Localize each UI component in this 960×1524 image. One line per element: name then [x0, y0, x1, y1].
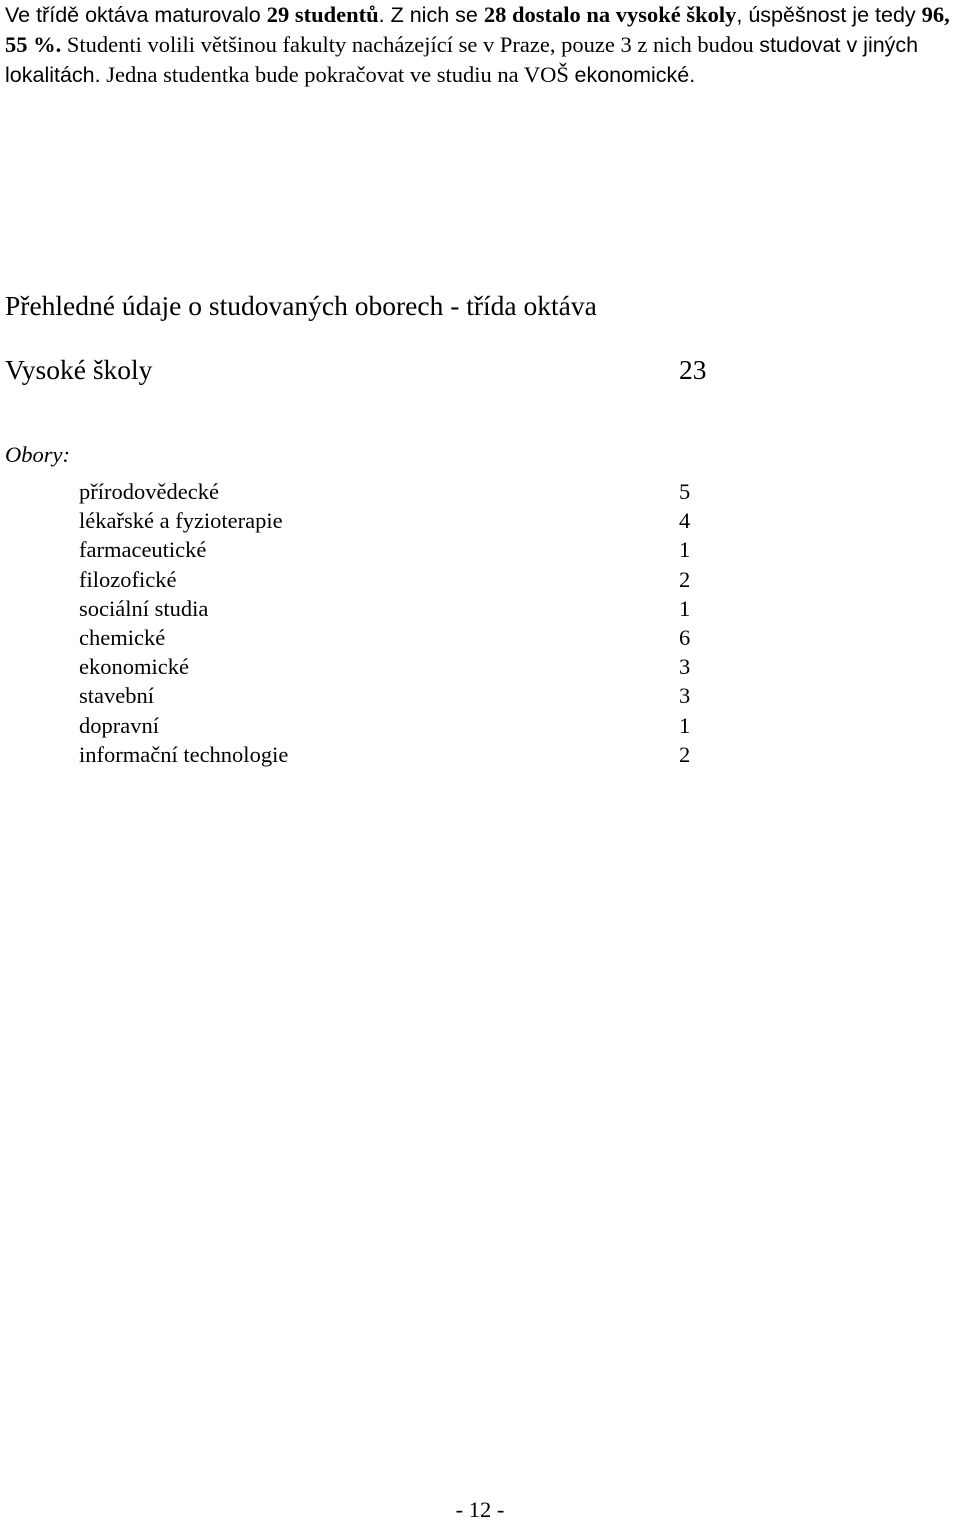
universities-count: 23 — [679, 354, 707, 385]
intro-text-3: . Z nich se — [378, 3, 484, 27]
field-name: přírodovědecké — [79, 479, 219, 504]
page-number: - 12 - — [455, 1497, 505, 1522]
universities-label: Vysoké školy — [5, 354, 153, 385]
field-row — [79, 477, 719, 506]
intro-text-9: Jedna studentka bude pokračovat ve studiu na VOŠ — [100, 62, 575, 87]
field-row — [79, 681, 719, 710]
fields-label: Obory: — [5, 442, 70, 467]
field-name: ekonomické — [79, 654, 189, 680]
field-count: 2 — [679, 741, 691, 767]
field-name: dopravní — [79, 712, 159, 738]
field-name: lékařské a fyzioterapie — [79, 508, 283, 534]
field-name: sociální studia — [79, 595, 209, 621]
intro-admitted-count: 28 dostalo na vysoké školy — [483, 2, 737, 27]
intro-text-7: Studenti volili většinou fakulty nacházející se v Praze, pouze 3 z nich budou — [61, 32, 760, 57]
fields-list — [79, 477, 719, 769]
field-row — [79, 565, 719, 594]
field-row — [79, 623, 719, 652]
intro-students-count: 29 studentů — [266, 2, 379, 27]
field-count: 3 — [679, 654, 691, 680]
field-row — [79, 711, 719, 740]
field-row — [79, 506, 719, 535]
field-row — [79, 535, 719, 564]
field-count: 1 — [679, 712, 691, 738]
intro-text-5: , úspěšnost je tedy — [736, 3, 922, 27]
field-count: 2 — [679, 566, 691, 592]
field-name: chemické — [79, 624, 166, 650]
field-count: 1 — [679, 537, 691, 563]
intro-paragraph — [5, 0, 957, 90]
field-count: 1 — [679, 595, 691, 621]
universities-row — [5, 350, 725, 390]
field-count: 5 — [679, 479, 691, 504]
field-count: 4 — [679, 508, 691, 534]
field-name: filozofické — [79, 566, 177, 592]
field-count: 6 — [679, 624, 691, 650]
overview-heading: Přehledné údaje o studovaných oborech - třída oktáva — [5, 290, 597, 321]
intro-text-10: ekonomické. — [574, 63, 696, 87]
field-name: stavební — [79, 683, 154, 709]
intro-text-8: studovat v jiných lokalitách. — [5, 33, 919, 87]
field-row — [79, 652, 719, 681]
intro-success-rate: 96, 55 %. — [5, 2, 950, 57]
field-name: informační technologie — [79, 741, 289, 767]
field-count: 3 — [679, 683, 691, 709]
field-row — [79, 740, 719, 769]
field-name: farmaceutické — [79, 537, 207, 563]
intro-text-1: Ve třídě oktáva maturovalo — [5, 3, 267, 27]
field-row — [79, 594, 719, 623]
